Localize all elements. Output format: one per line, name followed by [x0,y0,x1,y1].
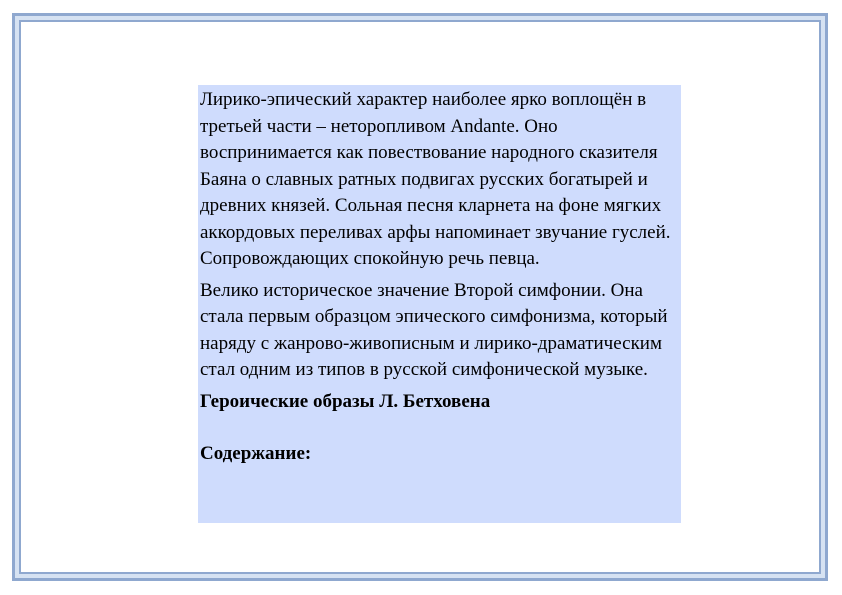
paragraph-second-symphony: Велико историческое значение Второй симфонии. Она стала первым образцом эпического симфонизма, который наряду с жанрово-живописным и лирико-драматическим стал одним из типов в русской симфонической музыке. [200,279,668,380]
text-box [198,85,681,523]
heading-beethoven[interactable]: Героические образы Л. Бетховена [200,390,491,412]
contents-link[interactable]: Содержание: [200,443,312,464]
spacer [200,415,679,441]
paragraph-andante: Лирико-эпический характер наиболее ярко воплощён в третьей части – неторопливом Andante. Оно воспринимается как повествование народного сказителя Баяна о славных ратных подвигах русских богатырей и древних князей. Сольная песня кларнета на фоне мягких аккордовых переливах арфы напоминает звучание гуслей. Сопровождающих спокойную речь певца. [200,89,671,269]
